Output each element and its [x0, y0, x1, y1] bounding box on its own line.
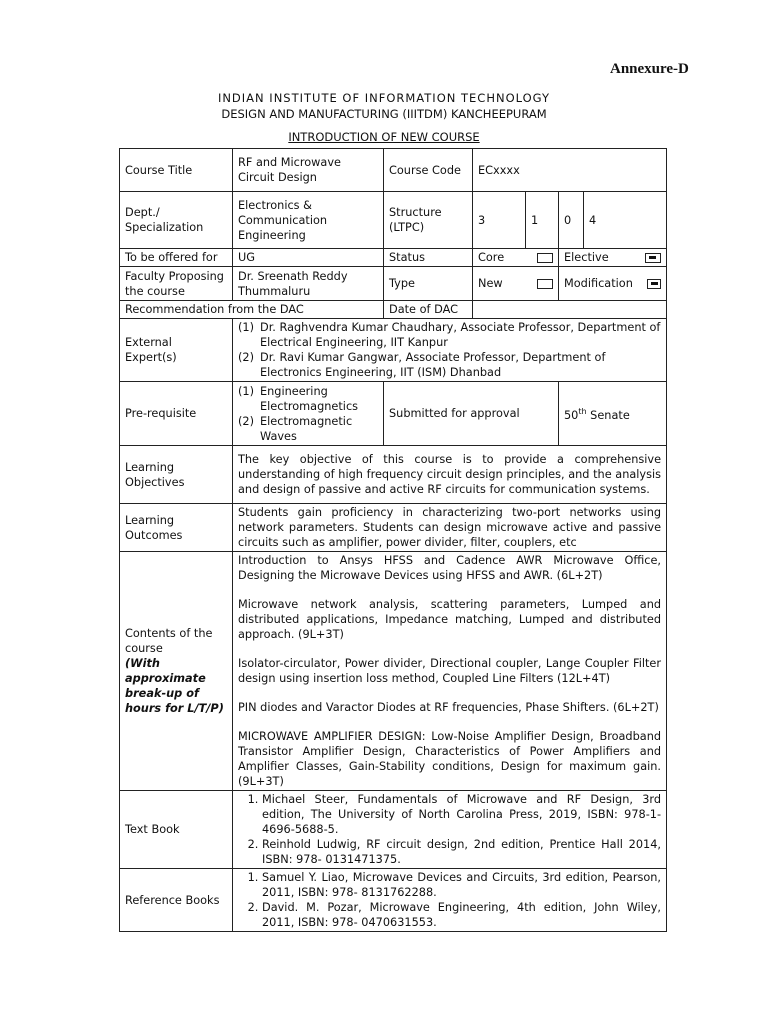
content-paragraph: Isolator-circulator, Power divider, Directional coupler, Lange Coupler Filter design using insertion loss method, Coupled Line Filters (12L+4T): [238, 657, 662, 685]
content-paragraph: MICROWAVE AMPLIFIER DESIGN: Low-Noise Amplifier Design, Broadband Transistor Amplifier Design, Characteristics of Power Amplifiers and Amplifier Classes, Gain-Stability conditions, Design for maximum gain. (9L+3T): [238, 730, 662, 788]
status-label: Status: [384, 249, 473, 267]
prereq-label: Pre-requisite: [120, 382, 233, 446]
status-elective-label: Elective: [564, 251, 609, 264]
prereq-item: (2) Electromagnetic Waves: [238, 414, 353, 443]
experts-label: External Expert(s): [120, 319, 233, 382]
senate-value: 50th Senate: [559, 382, 667, 446]
contents-sublabel: (With approximate break-up of hours for L/T/P): [125, 657, 224, 715]
modification-checkbox[interactable]: [647, 279, 661, 289]
textbook-label: Text Book: [120, 791, 233, 869]
objectives-value: The key objective of this course is to provide a comprehensive understanding of high frequency circuit design principles, and the analysis and design of passive and active RF circuits for communication systems.: [233, 446, 667, 504]
content-paragraph: Microwave network analysis, scattering parameters, Lumped and distributed applications, Impedance matching, Lumped and distributed approach. (9L+3T): [238, 598, 662, 641]
refbook-label: Reference Books: [120, 869, 233, 932]
form-title: INTRODUCTION OF NEW COURSE: [288, 130, 480, 144]
course-proposal-table: [119, 148, 667, 932]
status-core-cell: [473, 249, 559, 267]
contents-value: [233, 552, 667, 791]
experts-value: [233, 319, 667, 382]
dac-label: Recommendation from the DAC: [120, 301, 384, 319]
status-core-label: Core: [478, 251, 505, 264]
content-paragraph: Introduction to Ansys HFSS and Cadence AWR Microwave Office, Designing the Microwave Devices using HFSS and AWR. (6L+2T): [238, 554, 662, 582]
prereq-value: [233, 382, 384, 446]
outcomes-value: Students gain proficiency in characterizing two-port networks using network parameters. Students can design microwave active and passive circuits such as amplifier, power divider, filter, couplers, etc: [233, 504, 667, 552]
ltpc-t: 1: [526, 192, 559, 249]
row-course-title: [120, 149, 667, 192]
row-offered: [120, 249, 667, 267]
row-experts: [120, 319, 667, 382]
course-title-value: RF and Microwave Circuit Design: [233, 149, 384, 192]
ltpc-l: 3: [473, 192, 526, 249]
expert-item: (1) Dr. Raghvendra Kumar Chaudhary, Associate Professor, Department of Electrical Engineering, IIT Kanpur: [238, 321, 661, 349]
institute-name: INDIAN INSTITUTE OF INFORMATION TECHNOLOGY: [217, 91, 551, 105]
refbook-value: [233, 869, 667, 932]
textbook-item: 2. Reinhold Ludwig, RF circuit design, 2nd edition, Prentice Hall 2014, ISBN: 978- 0131471375.: [262, 837, 661, 867]
expert-item: (2) Dr. Ravi Kumar Gangwar, Associate Professor, Department of Electronics Engineering, IIT (ISM) Dhanbad: [238, 351, 606, 379]
row-prerequisite: [120, 382, 667, 446]
elective-checkbox[interactable]: [645, 253, 661, 263]
course-title-label: Course Title: [120, 149, 233, 192]
row-dac: [120, 301, 667, 319]
submitted-label: Submitted for approval: [384, 382, 559, 446]
type-label: Type: [384, 267, 473, 301]
content-paragraph: PIN diodes and Varactor Diodes at RF frequencies, Phase Shifters. (6L+2T): [238, 701, 659, 714]
faculty-value: Dr. Sreenath Reddy Thummaluru: [233, 267, 384, 301]
row-textbook: [120, 791, 667, 869]
refbook-item: 1. Samuel Y. Liao, Microwave Devices and Circuits, 3rd edition, Pearson, 2011, ISBN: 978- 8131762288.: [262, 870, 661, 900]
institute-subtitle: DESIGN AND MANUFACTURING (IIITDM) KANCHEEPURAM: [221, 107, 547, 121]
ltpc-c: 4: [584, 192, 667, 249]
prereq-item: (1) Engineering Electromagnetics: [238, 384, 359, 413]
outcomes-label: Learning Outcomes: [120, 504, 233, 552]
row-faculty: [120, 267, 667, 301]
type-modification-label: Modification: [564, 277, 633, 290]
offered-value: UG: [233, 249, 384, 267]
status-elective-cell: [559, 249, 667, 267]
row-outcomes: [120, 504, 667, 552]
contents-label-cell: [120, 552, 233, 791]
refbook-item: 2. David. M. Pozar, Microwave Engineering, 4th edition, John Wiley, 2011, ISBN: 978- 0470631553.: [262, 900, 661, 930]
new-checkbox[interactable]: [537, 279, 553, 289]
dept-label: Dept./ Specialization: [120, 192, 233, 249]
row-objectives: [120, 446, 667, 504]
contents-label: Contents of the course: [125, 627, 213, 655]
dac-date-label: Date of DAC: [384, 301, 473, 319]
course-code-value: ECxxxx: [473, 149, 667, 192]
type-new-label: New: [478, 277, 503, 290]
dac-date-value: [473, 301, 667, 319]
row-dept: [120, 192, 667, 249]
objectives-label: Learning Objectives: [120, 446, 233, 504]
structure-label: Structure (LTPC): [384, 192, 473, 249]
type-modification-cell: [559, 267, 667, 301]
textbook-item: 1. Michael Steer, Fundamentals of Microwave and RF Design, 3rd edition, The University of North Carolina Press, 2019, ISBN: 978-1-4696-5688-5.: [262, 792, 661, 837]
dept-value: Electronics & Communication Engineering: [233, 192, 384, 249]
faculty-label: Faculty Proposing the course: [120, 267, 233, 301]
type-new-cell: [473, 267, 559, 301]
course-code-label: Course Code: [384, 149, 473, 192]
ltpc-p: 0: [559, 192, 584, 249]
row-contents: [120, 552, 667, 791]
row-references: [120, 869, 667, 932]
offered-label: To be offered for: [120, 249, 233, 267]
textbook-value: [233, 791, 667, 869]
annexure-label: Annexure-D: [610, 61, 689, 77]
core-checkbox[interactable]: [537, 253, 553, 263]
